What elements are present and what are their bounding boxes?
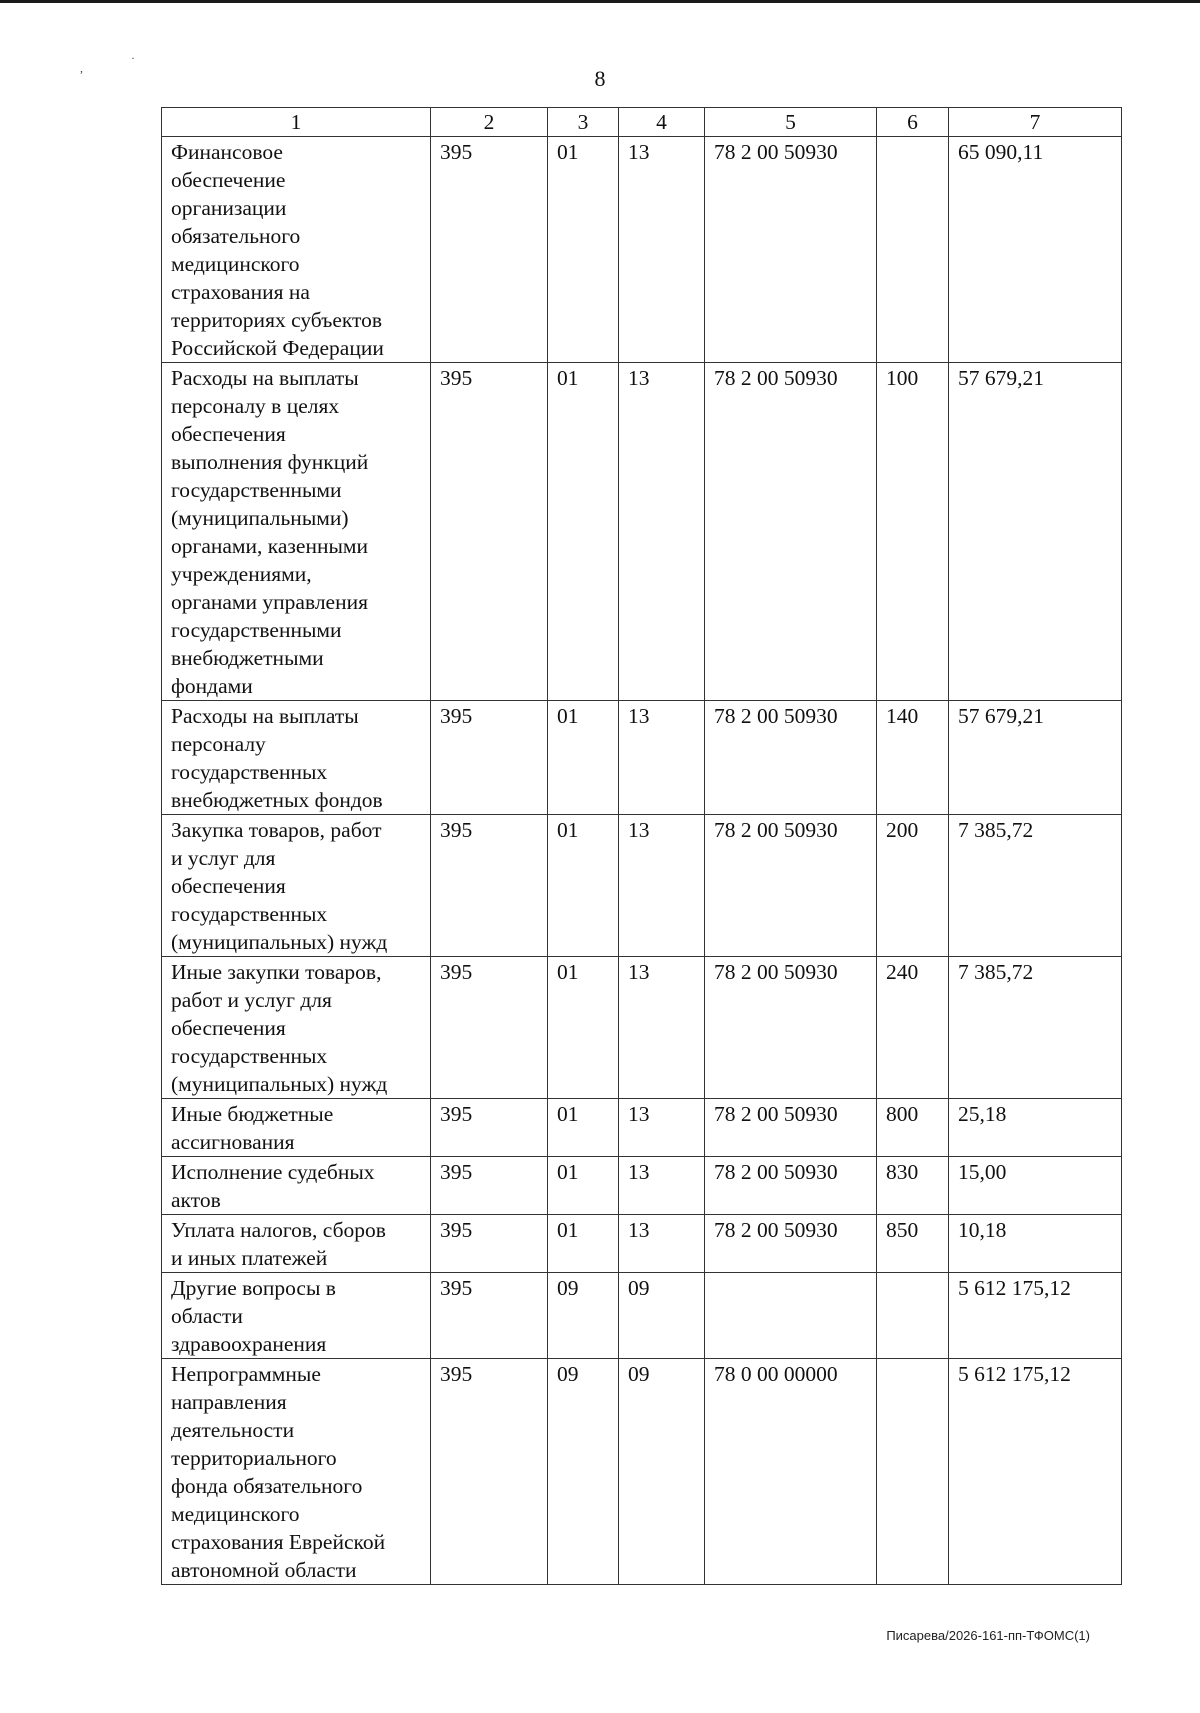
cell-target-article: 78 2 00 50930 [705, 701, 877, 815]
item-name-line: внебюджетными [171, 646, 324, 670]
cell-subsection: 13 [619, 1099, 705, 1157]
item-name-line: обеспечение [171, 168, 286, 192]
cell-subsection: 09 [619, 1273, 705, 1359]
item-name-line: выполнения функций [171, 450, 369, 474]
table-row [162, 1273, 1122, 1359]
item-name-line: работ и услуг для [171, 988, 332, 1012]
item-name-line: здравоохранения [171, 1332, 327, 1356]
item-name-line: Уплата налогов, сборов [171, 1218, 386, 1242]
item-name-line: области [171, 1304, 243, 1328]
cell-target-article: 78 2 00 50930 [705, 1215, 877, 1273]
cell-section: 01 [548, 701, 619, 815]
cell-target-article: 78 2 00 50930 [705, 1099, 877, 1157]
cell-item-name [162, 1099, 431, 1157]
item-name-line: и услуг для [171, 846, 276, 870]
item-name-line: территориального [171, 1446, 337, 1470]
item-name-line: Расходы на выплаты [171, 366, 359, 390]
item-name-line: и иных платежей [171, 1246, 328, 1270]
cell-expense-type: 830 [877, 1157, 949, 1215]
table-body [162, 137, 1122, 1585]
cell-amount: 5 612 175,12 [949, 1273, 1122, 1359]
item-name-line: государственных [171, 1044, 328, 1068]
cell-item-name [162, 1359, 431, 1585]
cell-amount: 5 612 175,12 [949, 1359, 1122, 1585]
cell-target-article: 78 2 00 50930 [705, 957, 877, 1099]
column-header: 5 [705, 108, 877, 137]
table-row [162, 1359, 1122, 1585]
cell-chapter-code: 395 [431, 1273, 548, 1359]
item-name-line: персоналу в целях [171, 394, 340, 418]
item-name-line: органами, казенными [171, 534, 369, 558]
cell-amount: 57 679,21 [949, 363, 1122, 701]
cell-section: 01 [548, 1157, 619, 1215]
item-name-line: персоналу [171, 732, 266, 756]
cell-expense-type: 140 [877, 701, 949, 815]
item-name-line: автономной области [171, 1558, 357, 1582]
column-header: 7 [949, 108, 1122, 137]
item-name-line: Расходы на выплаты [171, 704, 359, 728]
budget-table [161, 107, 1122, 1585]
cell-target-article: 78 2 00 50930 [705, 137, 877, 363]
cell-expense-type: 240 [877, 957, 949, 1099]
cell-subsection: 13 [619, 363, 705, 701]
item-name-line: Российской Федерации [171, 336, 384, 360]
scan-top-edge [0, 0, 1200, 3]
cell-item-name [162, 957, 431, 1099]
item-name-line: внебюджетных фондов [171, 788, 383, 812]
cell-chapter-code: 395 [431, 137, 548, 363]
item-name-line: обеспечения [171, 1016, 286, 1040]
table-row [162, 363, 1122, 701]
item-name-line: учреждениями, [171, 562, 312, 586]
cell-subsection: 13 [619, 1157, 705, 1215]
cell-chapter-code: 395 [431, 1359, 548, 1585]
cell-amount: 15,00 [949, 1157, 1122, 1215]
cell-item-name [162, 1157, 431, 1215]
table-header [162, 108, 1122, 137]
item-name-line: (муниципальных) нужд [171, 930, 388, 954]
cell-chapter-code: 395 [431, 957, 548, 1099]
item-name-line: обеспечения [171, 422, 286, 446]
cell-subsection: 09 [619, 1359, 705, 1585]
cell-expense-type [877, 1273, 949, 1359]
item-name-line: государственными [171, 618, 342, 642]
cell-amount: 57 679,21 [949, 701, 1122, 815]
item-name-line: страхования Еврейской [171, 1530, 386, 1554]
column-header: 3 [548, 108, 619, 137]
cell-subsection: 13 [619, 701, 705, 815]
item-name-line: территориях субъектов [171, 308, 383, 332]
table-row [162, 1099, 1122, 1157]
cell-expense-type: 850 [877, 1215, 949, 1273]
item-name-line: обеспечения [171, 874, 286, 898]
cell-amount: 25,18 [949, 1099, 1122, 1157]
item-name-line: Исполнение судебных [171, 1160, 375, 1184]
scan-speck: , [80, 61, 83, 75]
cell-item-name [162, 1273, 431, 1359]
item-name-line: Другие вопросы в [171, 1276, 336, 1300]
cell-item-name [162, 701, 431, 815]
cell-expense-type: 800 [877, 1099, 949, 1157]
cell-subsection: 13 [619, 815, 705, 957]
cell-amount: 65 090,11 [949, 137, 1122, 363]
item-name-line: ассигнования [171, 1130, 295, 1154]
cell-item-name [162, 137, 431, 363]
cell-item-name [162, 815, 431, 957]
cell-target-article: 78 2 00 50930 [705, 1157, 877, 1215]
column-header: 1 [162, 108, 431, 137]
cell-chapter-code: 395 [431, 1215, 548, 1273]
cell-chapter-code: 395 [431, 1099, 548, 1157]
table-row [162, 137, 1122, 363]
cell-chapter-code: 395 [431, 701, 548, 815]
cell-subsection: 13 [619, 957, 705, 1099]
table-row [162, 957, 1122, 1099]
item-name-line: государственными [171, 478, 342, 502]
cell-section: 01 [548, 363, 619, 701]
cell-section: 01 [548, 1215, 619, 1273]
cell-section: 01 [548, 137, 619, 363]
cell-chapter-code: 395 [431, 815, 548, 957]
cell-amount: 10,18 [949, 1215, 1122, 1273]
cell-section: 01 [548, 1099, 619, 1157]
item-name-line: организации [171, 196, 287, 220]
cell-expense-type: 100 [877, 363, 949, 701]
cell-chapter-code: 395 [431, 1157, 548, 1215]
item-name-line: Иные закупки товаров, [171, 960, 382, 984]
cell-target-article [705, 1273, 877, 1359]
cell-amount: 7 385,72 [949, 815, 1122, 957]
item-name-line: государственных [171, 902, 328, 926]
cell-target-article: 78 2 00 50930 [705, 815, 877, 957]
item-name-line: Финансовое [171, 140, 283, 164]
column-header: 6 [877, 108, 949, 137]
cell-expense-type: 200 [877, 815, 949, 957]
page-number: 8 [594, 66, 606, 91]
document-reference: Писарева/2026-161-пп-ТФОМС(1) [886, 1628, 1090, 1643]
column-header: 2 [431, 108, 548, 137]
table-row [162, 1157, 1122, 1215]
item-name-line: актов [171, 1188, 221, 1212]
table-row [162, 701, 1122, 815]
item-name-line: (муниципальных) нужд [171, 1072, 388, 1096]
item-name-line: (муниципальными) [171, 506, 349, 530]
cell-section: 01 [548, 815, 619, 957]
scan-speck: · [131, 51, 135, 65]
item-name-line: медицинского [171, 1502, 300, 1526]
item-name-line: органами управления [171, 590, 368, 614]
cell-section: 01 [548, 957, 619, 1099]
item-name-line: Иные бюджетные [171, 1102, 334, 1126]
item-name-line: деятельности [171, 1418, 295, 1442]
table-row [162, 815, 1122, 957]
cell-amount: 7 385,72 [949, 957, 1122, 1099]
cell-target-article: 78 2 00 50930 [705, 363, 877, 701]
item-name-line: Непрограммные [171, 1362, 321, 1386]
item-name-line: страхования на [171, 280, 310, 304]
cell-subsection: 13 [619, 1215, 705, 1273]
item-name-line: Закупка товаров, работ [171, 818, 382, 842]
cell-section: 09 [548, 1359, 619, 1585]
cell-chapter-code: 395 [431, 363, 548, 701]
item-name-line: фондами [171, 674, 253, 698]
cell-section: 09 [548, 1273, 619, 1359]
item-name-line: обязательного [171, 224, 301, 248]
cell-subsection: 13 [619, 137, 705, 363]
item-name-line: направления [171, 1390, 287, 1414]
table-row [162, 1215, 1122, 1273]
header-row [162, 108, 1122, 137]
item-name-line: медицинского [171, 252, 300, 276]
cell-target-article: 78 0 00 00000 [705, 1359, 877, 1585]
cell-expense-type [877, 1359, 949, 1585]
column-header: 4 [619, 108, 705, 137]
item-name-line: государственных [171, 760, 328, 784]
cell-item-name [162, 1215, 431, 1273]
cell-expense-type [877, 137, 949, 363]
item-name-line: фонда обязательного [171, 1474, 363, 1498]
cell-item-name [162, 363, 431, 701]
